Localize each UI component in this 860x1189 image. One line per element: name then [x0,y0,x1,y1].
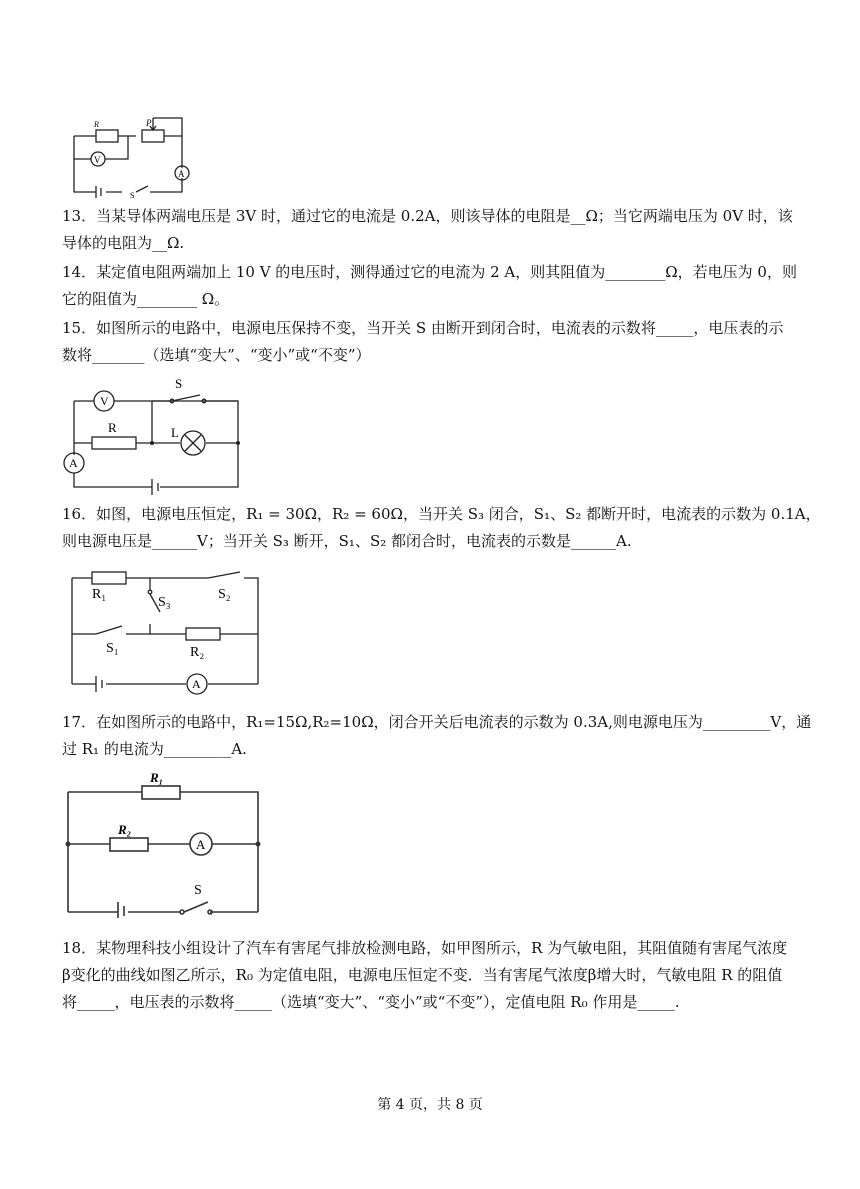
fig12-ammeter-label: A [178,169,185,179]
question-17 [62,709,834,763]
circuit-figure-q15 [60,375,250,497]
fig16-ammeter-label: A [192,677,201,691]
q16-line1: 16．如图，电源电压恒定，R₁ = 30Ω，R₂ = 60Ω，当开关 S₃ 闭合，S₁、S₂ 都断开时，电流表的示数为 0.1A， [62,505,821,523]
q14-line2: 它的阻值为________ Ω。 [62,290,230,308]
q18-line1: 18．某物理科技小组设计了汽车有害尾气排放检测电路，如甲图所示，R 为气敏电阻，其阻值随有害尾气浓度 [62,939,788,957]
page-footer: 第 4 页，共 8 页 [377,1097,483,1113]
q18-line3: 将_____，电压表的示数将_____（选填“变大”、“变小”或“不变”），定值电阻 R₀ 作用是_____. [62,993,680,1011]
question-16 [62,501,834,555]
fig15-lamp-label: L [171,425,179,440]
fig12-voltmeter-label: V [94,155,101,165]
q13-line2: 导体的电阻为__Ω. [62,234,185,252]
question-15 [62,315,834,369]
question-18 [62,935,834,1016]
fig16-s1-label: S₁ [106,641,119,656]
fig15-voltmeter-label: V [100,394,109,408]
fig16-r2-label: R₂ [190,645,205,660]
q15-line2: 数将_______（选填“变大”、“变小”或“不变”） [62,346,371,364]
fig12-switch-label: S [130,191,135,198]
fig15-ammeter-label: A [69,456,78,470]
q17-line1: 17．在如图所示的电路中，R₁=15Ω,R₂=10Ω，闭合开关后电流表的示数为 0.3A,则电源电压为_________V，通 [62,713,812,731]
q16-line2: 则电源电压是______V；当开关 S₃ 断开，S₁、S₂ 都闭合时，电流表的示数是______A. [62,532,632,550]
fig16-s3-label: S₃ [158,595,171,610]
fig17-ammeter-label: A [196,837,206,852]
q14-line1: 14．某定值电阻两端加上 10 V 的电压时，测得通过它的电流为 2 A，则其阻值为________Ω，若电压为 0，则 [62,263,797,281]
fig17-switch-label: S [194,883,202,898]
fig17-r1-label: R₁ [150,770,164,785]
fig16-r1-label: R₁ [92,587,107,602]
q15-line1: 15．如图所示的电路中，电源电压保持不变，当开关 S 由断开到闭合时，电流表的示数将_____，电压表的示 [62,319,784,337]
fig12-r-label: R [94,120,99,129]
q18-line2: β变化的曲线如图乙所示，R₀ 为定值电阻，电源电压恒定不变．当有害尾气浓度β增大时，气敏电阻 R 的阻值 [62,966,783,984]
fig15-switch-label: S [175,376,183,391]
fig15-resistor-label: R [108,420,117,435]
fig12-p-label: P [146,118,152,128]
fig16-s2-label: S₂ [218,587,231,602]
question-14 [62,259,834,313]
question-13 [62,203,834,257]
fig17-r2-label: R₂ [118,822,132,837]
q17-line2: 过 R₁ 的电流为_________A. [62,740,247,758]
q13-line1: 13．当某导体两端电压是 3V 时，通过它的电流是 0.2A，则该导体的电阻是__Ω；当它两端电压为 0V 时，该 [62,207,793,225]
circuit-figure-q17 [60,766,270,918]
circuit-figure-q12 [66,116,196,198]
circuit-figure-q16 [60,564,270,700]
